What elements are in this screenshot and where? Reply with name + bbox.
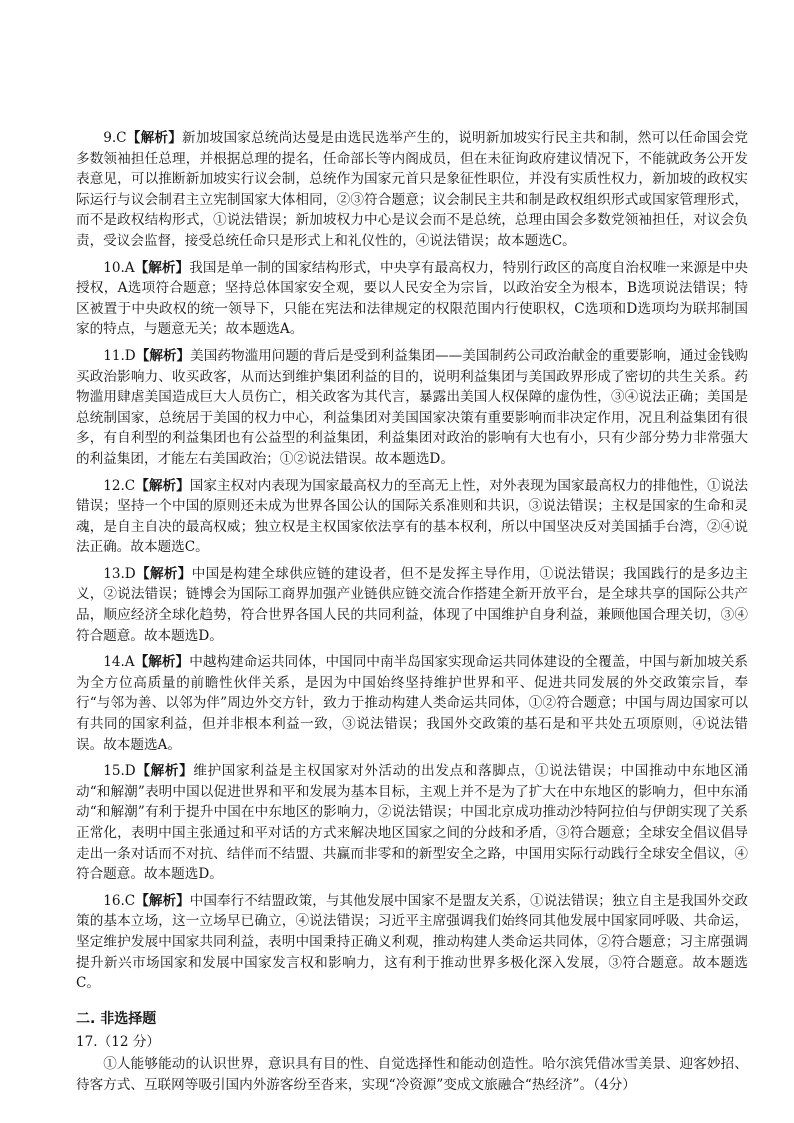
answer-9-num: 9.C [103,130,127,146]
answer-11-tag: 【解析】 [135,347,191,364]
answer-15-text: 维护国家利益是主权国家对外活动的出发点和落脚点，①说法错误；中国推动中东地区涌动“和解潮”表明中国以促进世界和平和发展为基本目标，主观上并不是为了扩大在中东地区的影响力，但中东涌动“和解潮”有利于提升中国在中东地区的影响力，②说法错误；中国北京成功推动沙特阿拉伯与伊朗实现了关系正常化，表明中国主张通过和平对话的方式来解决地区国家之间的分歧和矛盾，③符合题意；全球安全倡议倡导走出一条对话而不对抗、结伴而不结盟、共赢而非零和的新型安全之路，中国用实际行动践行全球安全倡议，④符合题意。故本题选D。 [76,763,749,883]
answer-14-tag: 【解析】 [134,654,190,671]
answer-9-text: 新加坡国家总统尚达曼是由选民选举产生的，说明新加坡实行民主共和制，然可以任命国会党多数领袖担任总理，并根据总理的提名，任命部长等内阁成员，但在未征询政府建议情况下，不能就政务公开发表意见，可以推断新加坡实行议会制，总统作为国家元首只是象征性职位，并没有实质性权力，新加坡的政权实际运行与议会制君主立宪制国家大体相同，②③符合题意；议会制民主共和制是政权组织形式或国家管理形式，而不是政权结构形式，①说法错误；新加坡权力中心是议会而不是总统，总理由国会多数党领袖担任，对议会负责，受议会监督，接受总统任命只是形式上和礼仪性的，④说法错误；故本题选C。 [76,130,749,249]
answer-14-text: 中越构建命运共同体，中国同中南半岛国家实现命运共同体建设的全覆盖，中国与新加坡关系为全方位高质量的前瞻性伙伴关系，是因为中国始终坚持维护世界和平、促进共同发展的外交政策宗旨，奉行“与邻为善、以邻为伴”周边外交方针，致力于推动构建人类命运共同体，①②符合题意；中国与周边国家可以有共同的国家利益，但并非根本利益一致，③说法错误；我国外交政策的基石是和平共处五项原则，④说法错误。故本题选A。 [76,654,749,753]
answer-15-tag: 【解析】 [135,763,194,780]
answer-14-num: 14.A [103,654,135,671]
answer-11-text: 美国药物滥用问题的背后是受到利益集团——美国制药公司政治献金的重要影响，通过金钱购买政治影响力、收买政客，从而达到维护集团利益的目的，说明利益集团与美国政界形成了密切的共生关系。药物滥用肆虐美国造成巨大人员伤亡，相关政客为其代言，暴露出美国人权保障的虚伪性，③④说法正确；美国是总统制国家，总统居于美国的权力中心，利益集团对美国国家决策有重要影响而非决定作用，况且利益集团有很多，有自利型的利益集团也有公益型的利益集团，利益集团对政治的影响有大也有小，只有少部分势力非常强大的利益集团，才能左右美国政治；①②说法错误。故本题选D。 [76,347,749,467]
section-title-non-choice: 二. 非选择题 [76,1010,157,1027]
answer-11-num: 11.D [103,347,136,364]
question-17-head: 17.（12 分） [76,1033,161,1050]
answer-13 [76,564,748,646]
answer-17-part-1: ①人能够能动的认识世界，意识具有目的性、自觉选择性和能动创造性。哈尔滨凭借冰雪美景、迎客妙招、待客方式、互联网等吸引国内外游客纷至沓来，实现“冷资源”变成文旅融合“热经济”。（4分） [76,1056,748,1093]
answer-13-tag: 【解析】 [135,565,192,582]
answer-10-text: 我国是单一制的国家结构形式，中央享有最高权力，特别行政区的高度自治权唯一来源是中央授权，A选项符合题意；坚持总体国家安全观，要以人民安全为宗旨，以政治安全为根本，B选项说法错误；特区被置于中央政权的统一领导下，只能在宪法和法律规定的权限范围内行使职权，C选项和D选项均为联邦制国家的特点，与题意无关；故本题选A。 [76,259,749,338]
answer-15 [76,761,748,885]
answer-13-num: 13.D [103,565,136,582]
answer-16-num: 16.C [103,892,136,909]
answer-11 [76,346,748,470]
answer-14 [76,652,748,755]
answer-12 [76,476,748,558]
answer-9 [76,128,748,252]
answer-16-text: 中国奉行不结盟政策，与其他发展中国家不是盟友关系，①说法错误；独立自主是我国外交政策的基本立场，这一立场早已确立，④说法错误；习近平主席强调我们始终同其他发展中国家同呼吸、共命运，坚定维护发展中国家共同利益，表明中国秉持正确义利观，推动构建人类命运共同体，②符合题意；习主席强调提升新兴市场国家和发展中国家发言权和影响力，这有利于推动世界多极化深入发展，③符合题意。故本题选C。 [76,892,749,992]
answer-12-tag: 【解析】 [135,477,190,494]
answer-10-num: 10.A [103,259,135,276]
answer-16-tag: 【解析】 [135,892,190,909]
answer-10-tag: 【解析】 [134,259,190,276]
answer-15-num: 15.D [103,763,136,780]
answer-12-num: 12.C [103,477,136,494]
answer-16 [76,891,748,994]
answer-10 [76,258,748,340]
answer-13-text: 中国是构建全球供应链的建设者，但不是发挥主导作用，①说法错误；我国践行的是多边主义，②说法错误；链博会为国际工商界加强产业链供应链交流合作搭建全新开放平台，是全球共享的国际公共产品，顺应经济全球化趋势，符合世界各国人民的共同利益，体现了中国维护自身利益，兼顾他国合理关切，③④符合题意。故本题选D。 [76,565,748,644]
answer-9-tag: 【解析】 [126,130,183,146]
answer-12-text: 国家主权对内表现为国家最高权力的至高无上性，对外表现为国家最高权力的排他性，①说法错误；坚持一个中国的原则还未成为世界各国公认的国际关系准则和共识，③说法错误；主权是国家的生命和灵魂，是自主自决的最高权威；独立权是主权国家依法享有的基本权利，所以中国坚决反对美国插手台湾，②④说法正确。故本题选C。 [76,477,749,556]
